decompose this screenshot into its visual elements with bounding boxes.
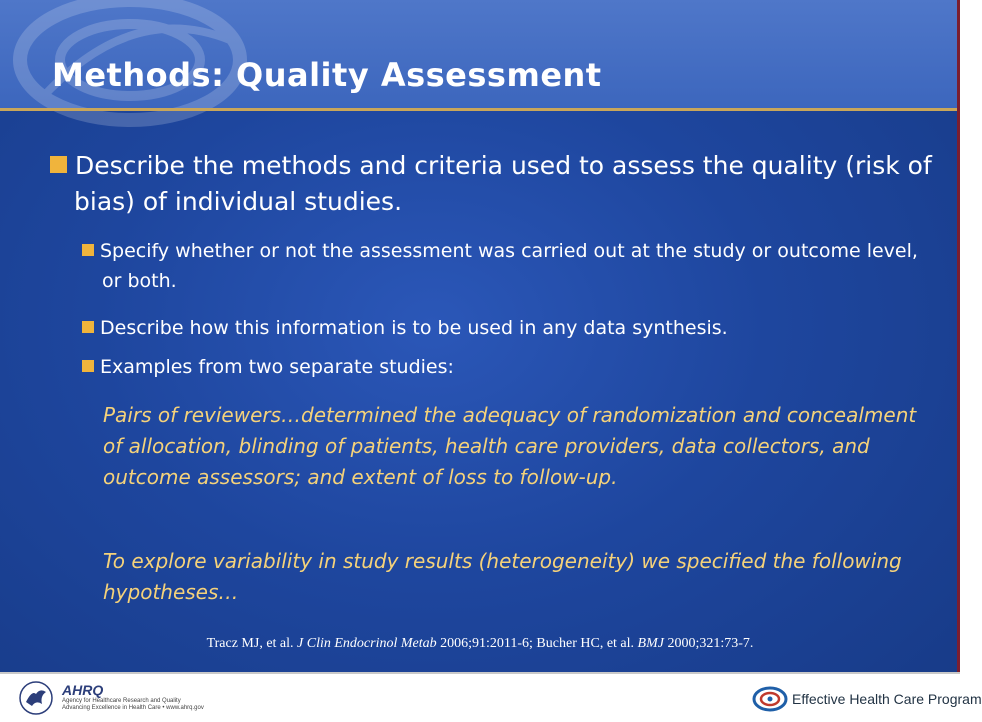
example-quote: To explore variability in study results (heterogeneity) we specified the following hypotheses… — [103, 549, 902, 604]
ahrq-name: AHRQ — [62, 682, 104, 698]
citation-text: 2006;91:2011-6; Bucher HC, et al. — [436, 636, 638, 651]
ehc-swirl-icon — [752, 684, 788, 714]
sub-bullet-text: Specify whether or not the assessment was carried out at the study or outcome level, or both. — [100, 240, 918, 292]
citation-text: 2000;321:73-7. — [663, 636, 754, 651]
square-bullet-icon — [50, 156, 67, 173]
sub-bullet — [82, 236, 942, 296]
main-bullet — [50, 148, 934, 220]
slide-title: Methods: Quality Assessment — [52, 56, 602, 94]
citation-journal: J Clin Endocrinol Metab — [297, 636, 437, 651]
sub-bullet — [82, 352, 942, 382]
hhs-eagle-icon — [18, 680, 54, 716]
citation-text: Tracz MJ, et al. — [206, 636, 298, 651]
square-bullet-icon — [82, 360, 94, 372]
citation-journal: BMJ — [637, 636, 664, 651]
ehc-program-name: Effective Health Care Program — [792, 691, 982, 707]
citation — [0, 636, 960, 652]
footer — [0, 672, 982, 722]
example-quote: Pairs of reviewers…determined the adequacy of randomization and concealment of allocation, blinding of patients, health care providers, data collectors, and outcome assessors; and extent of loss to follow-up. — [103, 403, 917, 489]
sub-bullet — [82, 313, 942, 343]
ahrq-logo — [62, 682, 204, 712]
sub-bullet-text: Describe how this information is to be used in any data synthesis. — [100, 317, 728, 339]
right-edge-rule — [957, 0, 960, 720]
title-divider — [0, 108, 960, 111]
square-bullet-icon — [82, 244, 94, 256]
main-bullet-text: Describe the methods and criteria used to assess the quality (risk of bias) of individual studies. — [74, 151, 932, 216]
sub-bullet-text: Examples from two separate studies: — [100, 356, 454, 378]
ahrq-subline: Advancing Excellence in Health Care • www.ahrq.gov — [62, 705, 204, 711]
ahrq-tagline: Agency for Healthcare Research and Quality — [62, 698, 181, 704]
square-bullet-icon — [82, 321, 94, 333]
ehc-program-logo — [752, 682, 982, 716]
